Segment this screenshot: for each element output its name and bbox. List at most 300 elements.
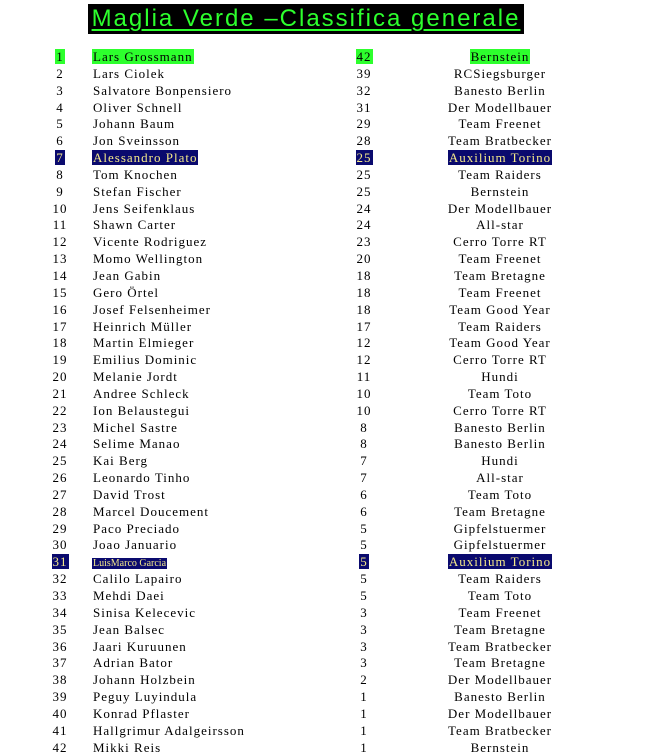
points-value: 5 <box>360 588 368 603</box>
team-cell <box>430 268 570 284</box>
rider-name-cell <box>92 386 191 402</box>
team-name: Banesto Berlin <box>454 689 546 705</box>
points-value: 11 <box>356 369 372 385</box>
rank-value: 2 <box>56 65 64 81</box>
table-row <box>0 420 658 437</box>
points-value: 5 <box>360 520 368 536</box>
table-row <box>0 554 658 571</box>
team-name: Team Freenet <box>458 251 542 267</box>
rider-name-cell <box>92 234 208 250</box>
team-cell <box>430 66 570 82</box>
points-cell <box>350 655 378 671</box>
points-value: 8 <box>360 436 368 452</box>
table-row <box>0 622 658 639</box>
table-row <box>0 605 658 622</box>
rank-value: 42 <box>52 739 68 755</box>
team-name: Team Freenet <box>458 604 542 620</box>
rider-name: Marcel Doucement <box>93 503 209 519</box>
rank-cell <box>45 622 75 638</box>
rider-name-cell <box>92 133 181 149</box>
rank-value: 19 <box>52 352 68 368</box>
team-name: Gipfelstuermer <box>453 520 547 536</box>
rider-name: Andree Schleck <box>93 385 190 401</box>
team-name: Team Bretagne <box>454 503 546 519</box>
table-row <box>0 487 658 504</box>
rank-cell <box>45 639 75 655</box>
rider-name-cell <box>92 706 191 722</box>
rider-name: Vicente Rodriguez <box>93 234 208 250</box>
rank-value: 6 <box>56 133 64 149</box>
points-value: 5 <box>360 571 368 587</box>
rider-name: Momo Wellington <box>93 251 204 267</box>
rank-value: 41 <box>52 722 68 738</box>
points-value: 1 <box>360 722 368 738</box>
points-cell <box>350 504 378 520</box>
points-value: 25 <box>356 183 372 199</box>
team-name: Team Freenet <box>458 116 542 132</box>
table-row <box>0 319 658 336</box>
points-value: 7 <box>360 453 368 469</box>
team-name: Team Good Year <box>449 301 551 317</box>
rank-cell <box>45 268 75 284</box>
team-cell <box>430 184 570 200</box>
points-value: 12 <box>356 335 372 351</box>
rank-cell <box>45 116 75 132</box>
rank-value: 15 <box>52 284 68 300</box>
team-cell <box>430 386 570 402</box>
points-value: 5 <box>360 554 368 570</box>
rider-name: Peguy Luyindula <box>93 689 198 705</box>
rank-cell <box>45 251 75 267</box>
rank-cell <box>45 588 75 604</box>
table-row <box>0 150 658 167</box>
points-cell <box>350 234 378 250</box>
team-cell <box>430 723 570 739</box>
rank-cell <box>45 100 75 116</box>
rank-value: 8 <box>56 166 64 182</box>
team-name: Team Bratbecker <box>448 722 552 738</box>
rank-cell <box>45 504 75 520</box>
points-cell <box>350 723 378 739</box>
team-cell <box>430 521 570 537</box>
rider-name: Adrian Bator <box>93 655 174 671</box>
team-cell <box>430 436 570 452</box>
points-cell <box>350 588 378 604</box>
points-value: 18 <box>356 284 372 300</box>
points-value: 23 <box>356 234 372 250</box>
rider-name-cell <box>92 335 195 351</box>
points-cell <box>350 285 378 301</box>
table-row <box>0 66 658 83</box>
team-cell <box>430 605 570 621</box>
team-cell <box>430 352 570 368</box>
table-row <box>0 504 658 521</box>
points-cell <box>350 740 378 756</box>
points-cell <box>350 622 378 638</box>
rider-name-cell <box>92 319 193 335</box>
team-name: Team Toto <box>467 588 533 603</box>
team-name: Der Modellbauer <box>447 200 553 216</box>
rank-cell <box>45 319 75 335</box>
team-name: Team Raiders <box>458 318 542 334</box>
rank-value: 39 <box>52 689 68 705</box>
rank-value: 16 <box>52 301 68 317</box>
rank-cell <box>45 436 75 452</box>
rank-value: 11 <box>52 217 68 233</box>
rank-value: 20 <box>52 369 68 385</box>
table-row <box>0 537 658 554</box>
rider-name: David Trost <box>93 486 166 502</box>
rank-cell <box>45 217 75 233</box>
points-value: 3 <box>360 655 368 671</box>
points-value: 2 <box>360 672 368 688</box>
rider-name-cell <box>92 605 197 621</box>
team-name: Team Bretagne <box>454 267 546 283</box>
rider-name-cell <box>92 504 210 520</box>
team-cell <box>430 150 570 166</box>
team-name: Hundi <box>481 453 519 469</box>
rider-name: Sinisa Kelecevic <box>93 604 196 620</box>
points-value: 18 <box>356 301 372 317</box>
team-cell <box>430 689 570 705</box>
rider-name: Jon Sveinsson <box>93 133 181 149</box>
team-name: Banesto Berlin <box>454 419 546 435</box>
rank-cell <box>45 689 75 705</box>
rider-name: Konrad Pflaster <box>93 705 190 721</box>
points-value: 1 <box>360 689 368 705</box>
points-value: 6 <box>360 486 368 502</box>
rider-name-cell <box>92 116 176 132</box>
points-value: 10 <box>356 385 372 401</box>
rank-cell <box>45 83 75 99</box>
rider-name: Alessandro Plato <box>93 150 198 166</box>
points-cell <box>350 537 378 553</box>
points-value: 3 <box>360 638 368 654</box>
rank-cell <box>45 352 75 368</box>
rider-name-cell <box>92 521 181 537</box>
rank-cell <box>45 66 75 82</box>
rider-name: Josef Felsenheimer <box>93 301 212 317</box>
team-cell <box>430 369 570 385</box>
points-value: 24 <box>356 200 372 216</box>
points-cell <box>350 672 378 688</box>
team-name: Team Bratbecker <box>448 638 552 654</box>
team-name: Cerro Torre RT <box>453 402 547 418</box>
rider-name: Paco Preciado <box>93 520 181 536</box>
table-row <box>0 689 658 706</box>
rank-cell <box>45 723 75 739</box>
team-cell <box>430 285 570 301</box>
rider-name: Jean Balsec <box>93 621 166 637</box>
team-cell <box>430 201 570 217</box>
rider-name-cell <box>92 302 212 318</box>
points-value: 28 <box>356 133 372 149</box>
rider-name-cell <box>92 639 188 655</box>
points-value: 7 <box>360 470 368 486</box>
rider-name: Tom Knochen <box>93 166 178 182</box>
rider-name-cell <box>92 268 162 284</box>
points-cell <box>350 335 378 351</box>
team-cell <box>430 302 570 318</box>
points-cell <box>350 487 378 503</box>
rank-value: 28 <box>52 503 68 519</box>
points-value: 8 <box>360 419 368 435</box>
rider-name-cell <box>92 167 179 183</box>
points-value: 31 <box>356 99 372 115</box>
rank-value: 23 <box>52 419 68 435</box>
rider-name-cell <box>92 537 178 553</box>
team-name: Auxilium Torino <box>448 150 552 166</box>
team-cell <box>430 487 570 503</box>
points-cell <box>350 403 378 419</box>
team-name: Team Toto <box>467 486 533 502</box>
table-row <box>0 335 658 352</box>
table-row <box>0 521 658 538</box>
rank-cell <box>45 150 75 166</box>
rider-name: Joao Januario <box>93 537 178 553</box>
rider-name-cell <box>92 655 174 671</box>
points-cell <box>350 116 378 132</box>
rider-name: Jaari Kuruunen <box>93 638 187 654</box>
team-cell <box>430 116 570 132</box>
table-row <box>0 251 658 268</box>
team-cell <box>430 655 570 671</box>
rider-name: Emilius Dominic <box>93 352 198 368</box>
rider-name: Hallgrimur Adalgeirsson <box>93 722 245 738</box>
table-row <box>0 116 658 133</box>
rank-cell <box>45 167 75 183</box>
points-cell <box>350 66 378 82</box>
rider-name-cell <box>92 571 183 587</box>
rank-value: 17 <box>52 318 68 334</box>
team-cell <box>430 100 570 116</box>
table-row <box>0 706 658 723</box>
team-cell <box>430 588 570 604</box>
rider-name-cell <box>92 83 233 99</box>
rider-name-cell <box>92 217 177 233</box>
team-cell <box>430 554 570 570</box>
team-name: Cerro Torre RT <box>453 234 547 250</box>
rider-name-cell <box>92 66 166 82</box>
team-cell <box>430 453 570 469</box>
rank-value: 24 <box>52 436 68 452</box>
rank-value: 32 <box>52 571 68 587</box>
points-value: 1 <box>360 739 368 755</box>
table-row <box>0 201 658 218</box>
table-row <box>0 386 658 403</box>
rank-value: 18 <box>52 335 68 351</box>
team-cell <box>430 622 570 638</box>
team-cell <box>430 639 570 655</box>
rank-cell <box>45 201 75 217</box>
rider-name-cell <box>92 689 198 705</box>
rider-name: Lars Ciolek <box>93 65 166 81</box>
rank-value: 7 <box>56 150 64 166</box>
team-cell <box>430 571 570 587</box>
rider-name-cell <box>92 723 246 739</box>
rider-name-cell <box>92 403 191 419</box>
rider-name-cell <box>92 740 162 756</box>
rider-name: Calilo Lapairo <box>93 571 183 587</box>
rider-name-cell <box>92 487 167 503</box>
team-cell <box>430 403 570 419</box>
table-row <box>0 655 658 672</box>
table-row <box>0 453 658 470</box>
rank-cell <box>45 234 75 250</box>
rank-cell <box>45 403 75 419</box>
table-row <box>0 723 658 740</box>
table-row <box>0 268 658 285</box>
points-cell <box>350 251 378 267</box>
team-name: Der Modellbauer <box>447 705 553 721</box>
rank-value: 27 <box>52 486 68 502</box>
team-name: Der Modellbauer <box>447 672 553 688</box>
rider-name-cell <box>92 420 179 436</box>
points-cell <box>350 521 378 537</box>
page-title: Maglia Verde –Classifica generale <box>88 4 525 34</box>
rank-value: 33 <box>52 588 68 603</box>
rank-value: 38 <box>52 672 68 688</box>
rank-cell <box>45 420 75 436</box>
team-cell <box>430 83 570 99</box>
table-row <box>0 100 658 117</box>
team-name: Auxilium Torino <box>448 554 552 570</box>
rank-value: 35 <box>52 621 68 637</box>
table-row <box>0 470 658 487</box>
points-cell <box>350 319 378 335</box>
rank-cell <box>45 453 75 469</box>
team-name: RCSiegsburger <box>453 65 547 81</box>
points-value: 3 <box>360 621 368 637</box>
team-cell <box>430 470 570 486</box>
team-name: All-star <box>476 470 524 486</box>
rider-name: Oliver Schnell <box>93 99 183 115</box>
rank-value: 1 <box>56 49 64 64</box>
points-cell <box>350 201 378 217</box>
rider-name: Ion Belaustegui <box>93 402 190 418</box>
rank-value: 10 <box>52 200 68 216</box>
points-cell <box>350 100 378 116</box>
rider-name: LuisMarco Garcia <box>93 558 167 570</box>
points-cell <box>350 302 378 318</box>
team-cell <box>430 504 570 520</box>
points-cell <box>350 453 378 469</box>
points-cell <box>350 436 378 452</box>
rider-name-cell <box>92 285 160 301</box>
points-value: 12 <box>356 352 372 368</box>
rank-cell <box>45 554 75 570</box>
rank-value: 3 <box>56 82 64 98</box>
table-row <box>0 234 658 251</box>
points-value: 42 <box>356 49 372 64</box>
points-cell <box>350 689 378 705</box>
rank-cell <box>45 537 75 553</box>
rider-name-cell <box>92 470 191 486</box>
rider-name: Kai Berg <box>93 453 149 469</box>
table-row <box>0 352 658 369</box>
rank-value: 4 <box>56 99 64 115</box>
table-row <box>0 436 658 453</box>
title-container <box>0 4 612 34</box>
points-cell <box>350 571 378 587</box>
rider-name: Leonardo Tinho <box>93 470 191 486</box>
team-cell <box>430 537 570 553</box>
points-cell <box>350 83 378 99</box>
team-name: Bernstein <box>470 49 530 64</box>
points-value: 39 <box>356 65 372 81</box>
points-value: 25 <box>356 166 372 182</box>
rank-value: 12 <box>52 234 68 250</box>
points-value: 25 <box>356 150 372 166</box>
rider-name: Gero Örtel <box>93 284 159 300</box>
rider-name-cell <box>92 369 179 385</box>
rider-name-cell <box>92 251 204 267</box>
rank-value: 40 <box>52 705 68 721</box>
rank-cell <box>45 605 75 621</box>
table-row <box>0 184 658 201</box>
rank-value: 14 <box>52 267 68 283</box>
rider-name: Shawn Carter <box>93 217 177 233</box>
team-cell <box>430 420 570 436</box>
rank-value: 36 <box>52 638 68 654</box>
points-cell <box>350 470 378 486</box>
points-cell <box>350 133 378 149</box>
points-value: 17 <box>356 318 372 334</box>
team-cell <box>430 167 570 183</box>
rider-name: Stefan Fischer <box>93 183 182 199</box>
team-name: Team Raiders <box>458 166 542 182</box>
team-name: Team Toto <box>467 385 533 401</box>
rank-cell <box>45 369 75 385</box>
rank-cell <box>45 706 75 722</box>
rank-cell <box>45 672 75 688</box>
points-value: 20 <box>356 251 372 267</box>
table-row <box>0 403 658 420</box>
team-cell <box>430 49 570 65</box>
table-row <box>0 369 658 386</box>
points-cell <box>350 386 378 402</box>
rider-name-cell <box>92 588 166 604</box>
team-cell <box>430 319 570 335</box>
points-value: 24 <box>356 217 372 233</box>
rank-value: 22 <box>52 402 68 418</box>
team-cell <box>430 251 570 267</box>
points-value: 29 <box>356 116 372 132</box>
points-cell <box>350 420 378 436</box>
points-cell <box>350 184 378 200</box>
team-name: Der Modellbauer <box>447 99 553 115</box>
points-value: 1 <box>360 705 368 721</box>
team-name: Hundi <box>481 369 519 385</box>
rank-cell <box>45 49 75 65</box>
points-cell <box>350 167 378 183</box>
points-value: 10 <box>356 402 372 418</box>
points-value: 18 <box>356 267 372 283</box>
points-cell <box>350 639 378 655</box>
rider-name-cell <box>92 436 181 452</box>
rank-cell <box>45 386 75 402</box>
team-name: Banesto Berlin <box>454 436 546 452</box>
rank-cell <box>45 571 75 587</box>
team-cell <box>430 217 570 233</box>
table-row <box>0 302 658 319</box>
rank-value: 34 <box>52 604 68 620</box>
rank-value: 25 <box>52 453 68 469</box>
rank-cell <box>45 470 75 486</box>
table-row <box>0 672 658 689</box>
rank-value: 21 <box>52 385 68 401</box>
team-name: Cerro Torre RT <box>453 352 547 368</box>
